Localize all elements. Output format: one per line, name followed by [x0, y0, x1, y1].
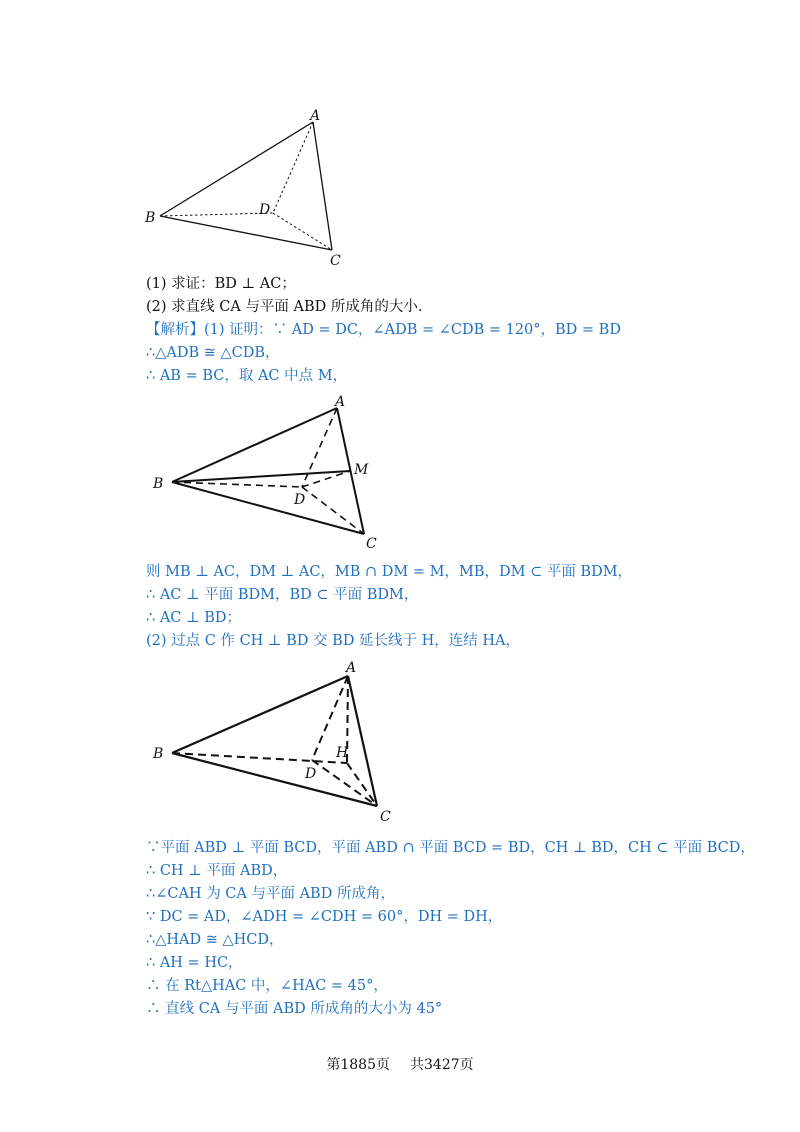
- solution-line-4: 则 MB ⊥ AC，DM ⊥ AC，MB ∩ DM = M，MB，DM ⊂ 平面 BDM，: [146, 564, 633, 580]
- solution-line-12: ∴△HAD ≅ △HCD，: [146, 932, 284, 948]
- vertex-label-m: M: [354, 462, 369, 478]
- solution-line-6: ∴ AC ⊥ BD；: [146, 610, 242, 626]
- solution-line-13: ∴ AH = HC，: [146, 955, 243, 971]
- vertex-label-b: B: [145, 210, 156, 226]
- page-number: 第1885页: [326, 1057, 390, 1073]
- solution-line-9: ∴ CH ⊥ 平面 ABD，: [146, 863, 288, 879]
- vertex-label-d: D: [259, 202, 271, 218]
- vertex-label-a: A: [346, 660, 357, 676]
- solution-line-10: ∴∠CAH 为 CA 与平面 ABD 所成角，: [146, 886, 395, 902]
- solution-line-5: ∴ AC ⊥ 平面 BDM，BD ⊂ 平面 BDM，: [146, 587, 419, 603]
- solution-line-8: ∵平面 ABD ⊥ 平面 BCD，平面 ABD ∩ 平面 BCD = BD，CH ⊥ BD，CH ⊂ 平面 BCD，: [146, 840, 755, 856]
- question-1: (1) 求证：BD ⊥ AC；: [146, 276, 296, 292]
- solution-text-1: (1) 证明：∵ AD = DC，∠ADB = ∠CDB = 120°，BD = BD: [204, 322, 621, 338]
- vertex-label-b: B: [153, 746, 164, 762]
- solution-line-11: ∵ DC = AD，∠ADH = ∠CDH = 60°，DH = DH，: [146, 909, 503, 925]
- tetrahedron-figure-3: [140, 655, 400, 830]
- solution-line-14: ∴ 在 Rt△HAC 中，∠HAC = 45°，: [146, 978, 388, 994]
- solution-line-2: ∴△ADB ≅ △CDB，: [146, 345, 280, 361]
- vertex-label-a: A: [310, 108, 321, 124]
- vertex-label-h: H: [336, 745, 349, 761]
- vertex-label-c: C: [380, 809, 391, 825]
- tetrahedron-figure-2: [140, 390, 400, 555]
- solution-line-1: [146, 320, 621, 340]
- question-2: (2) 求直线 CA 与平面 ABD 所成角的大小.: [146, 299, 423, 315]
- vertex-label-d: D: [294, 492, 306, 508]
- solution-line-7: (2) 过点 C 作 CH ⊥ BD 交 BD 延长线于 H，连结 HA，: [146, 633, 521, 649]
- solution-line-3: ∴ AB = BC，取 AC 中点 M，: [146, 368, 348, 384]
- page-total: 共3427页: [410, 1057, 474, 1073]
- solution-tag: 【解析】: [146, 322, 204, 338]
- vertex-label-c: C: [330, 253, 341, 269]
- vertex-label-b: B: [153, 476, 164, 492]
- solution-line-15: ∴ 直线 CA 与平面 ABD 所成角的大小为 45°: [146, 1001, 443, 1017]
- page-footer: [0, 1054, 800, 1074]
- tetrahedron-figure-1: [140, 100, 360, 275]
- vertex-label-a: A: [335, 394, 346, 410]
- vertex-label-c: C: [366, 536, 377, 552]
- vertex-label-d: D: [305, 766, 317, 782]
